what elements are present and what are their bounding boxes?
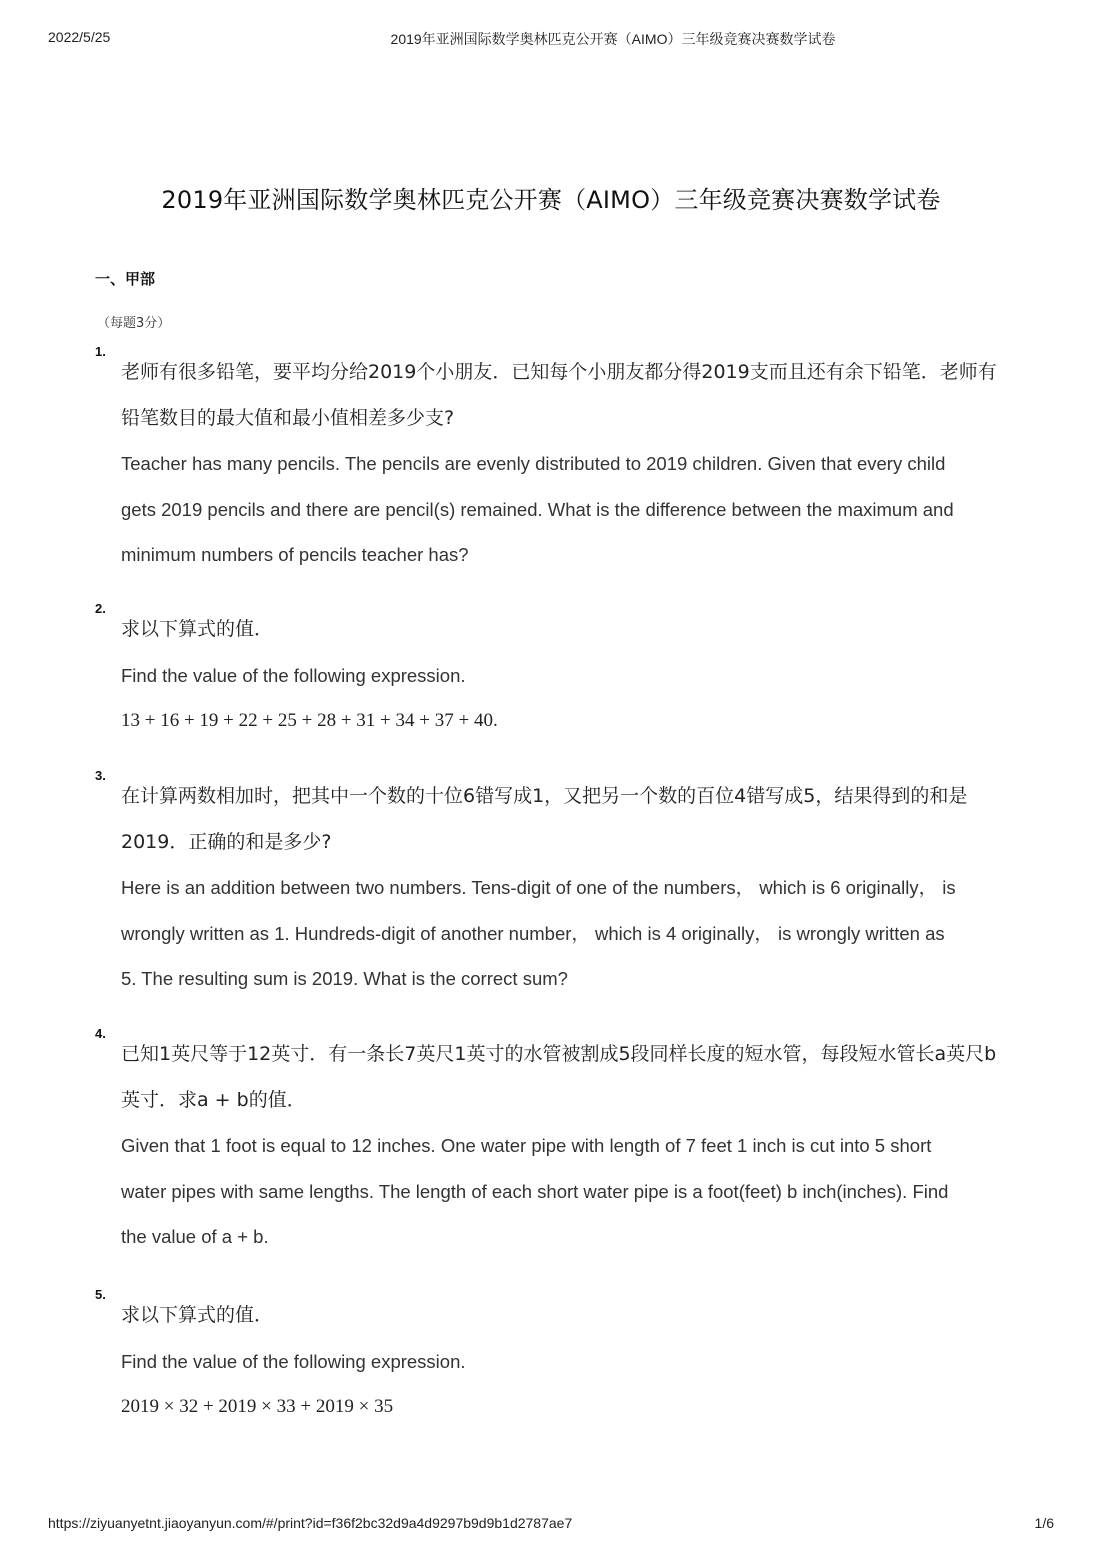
question-text-en: Given that 1 foot is equal to 12 inches. One water pipe with length of 7 feet 1 inch is cut into 5 short: [121, 1135, 932, 1156]
question-text-en: the value of a + b.: [121, 1226, 269, 1247]
print-url: https://ziyuanyetnt.jiaoyanyun.com/#/print?id=f36f2bc32d9a4d9297b9d9b1d2787ae7: [48, 1515, 573, 1531]
question-body: [121, 774, 1015, 1002]
question-text-en: Find the value of the following expression.: [121, 664, 466, 686]
question-body: [121, 607, 1015, 744]
question-text-zh: 老师有很多铅笔，要平均分给2019个小朋友．已知每个小朋友都分得2019支而且还有余下铅笔．老师有: [121, 361, 997, 383]
question-4: [95, 1026, 1015, 1260]
question-text-en: Here is an addition between two numbers. Tens-digit of one of the numbers， which is 6 originally， is: [121, 877, 956, 898]
question-text-zh: 已知1英尺等于12英寸．有一条长7英尺1英寸的水管被割成5段同样长度的短水管，每段短水管长a英尺b: [121, 1043, 997, 1065]
question-text-en: wrongly written as 1. Hundreds-digit of another number， which is 4 originally， is wrongly written as: [121, 922, 945, 944]
question-body: [121, 1293, 1015, 1430]
question-number: 4.: [95, 1026, 106, 1041]
question-expression: 2019 × 32 + 2019 × 33 + 2019 × 35: [121, 1396, 394, 1417]
question-number: 3.: [95, 768, 106, 783]
question-expression: 13 + 16 + 19 + 22 + 25 + 28 + 31 + 34 + 37 + 40.: [121, 710, 498, 731]
question-1: [95, 344, 1015, 578]
question-text-zh: 英寸．求a + b的值．: [121, 1088, 306, 1111]
question-number: 5.: [95, 1287, 106, 1302]
section-heading: 一、甲部: [95, 270, 156, 288]
question-number: 1.: [95, 344, 106, 359]
question-text-en: water pipes with same lengths. The length of each short water pipe is a foot(feet) b inch(inches). Find: [121, 1180, 949, 1202]
question-body: [121, 350, 1015, 578]
question-text-zh: 2019．正确的和是多少?: [121, 830, 332, 853]
question-text-en: gets 2019 pencils and there are pencil(s) remained. What is the difference between the maximum and: [121, 498, 954, 520]
question-text-en: 5. The resulting sum is 2019. What is the correct sum?: [121, 968, 568, 989]
print-header-title: 2019年亚洲国际数学奥林匹克公开赛（AIMO）三年级竞赛决赛数学试卷: [390, 31, 836, 47]
page-number: 1/6: [1034, 1515, 1054, 1531]
question-2: [95, 601, 1015, 744]
question-text-zh: 求以下算式的值．: [121, 618, 274, 640]
question-body: [121, 1032, 1015, 1260]
question-text-en: minimum numbers of pencils teacher has?: [121, 544, 469, 565]
question-5: [95, 1287, 1015, 1430]
print-date: 2022/5/25: [48, 29, 111, 45]
question-text-en: Teacher has many pencils. The pencils are evenly distributed to 2019 children. Given that every child: [121, 453, 946, 474]
question-text-zh: 铅笔数目的最大值和最小值相差多少支?: [121, 406, 455, 429]
question-text-zh: 求以下算式的值．: [121, 1304, 274, 1326]
question-3: [95, 768, 1015, 1002]
document-title: 2019年亚洲国际数学奥林匹克公开赛（AIMO）三年级竞赛决赛数学试卷: [161, 186, 941, 214]
question-number: 2.: [95, 601, 106, 616]
section-score-note: （每题3分）: [97, 316, 171, 331]
question-text-en: Find the value of the following expression.: [121, 1350, 466, 1372]
question-text-zh: 在计算两数相加时，把其中一个数的十位6错写成1，又把另一个数的百位4错写成5，结果得到的和是: [121, 785, 968, 807]
print-header: [0, 29, 1102, 51]
